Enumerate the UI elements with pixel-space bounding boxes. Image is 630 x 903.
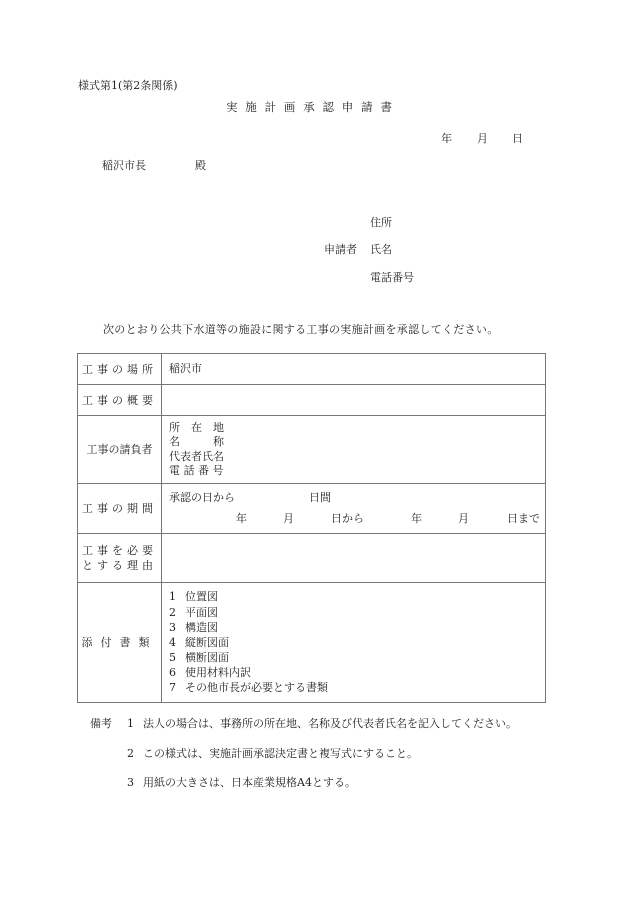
reason-label [78, 534, 162, 583]
applicant-label: 申請者 [324, 243, 357, 256]
attachments-label: 添付書類 [78, 583, 162, 703]
attachment-item: 5 横断図面 [169, 651, 229, 665]
note-text: 用紙の大きさは、日本産業規格A4とする。 [143, 776, 356, 789]
form-number: 様式第1(第2条関係) [78, 79, 178, 92]
location-value[interactable]: 稲沢市 [162, 354, 546, 385]
note-text: 法人の場合は、事務所の所在地、名称及び代表者氏名を記入してください。 [143, 717, 517, 730]
row-attachments [78, 583, 546, 703]
period-from-year: 年 [236, 512, 247, 525]
note-number: 3 [127, 776, 134, 789]
attachment-item: 4 縦断図面 [169, 635, 229, 649]
period-prefix: 承認の日から [169, 491, 235, 504]
addressee-name: 稲沢市長 [102, 159, 146, 172]
period-from-day: 日から [331, 512, 364, 525]
contractor-label: 工事の請負者 [78, 416, 162, 484]
contractor-value[interactable] [162, 416, 546, 484]
period-from-month: 月 [283, 512, 294, 525]
period-to-month: 月 [458, 512, 469, 525]
row-reason [78, 534, 546, 583]
location-label: 工事の場所 [78, 354, 162, 385]
reason-label-line1: 工事を必要 [82, 544, 157, 557]
period-to-day: 日まで [507, 512, 540, 525]
note-number: 1 [127, 717, 134, 730]
attachment-item: 6 使用材料内訳 [169, 666, 251, 680]
applicant-address-label: 住所 [370, 216, 392, 229]
date-day-label: 日 [512, 132, 523, 145]
reason-label-line2: とする理由 [82, 559, 157, 572]
intro-text: 次のとおり公共下水道等の施設に関する工事の実施計画を承認してください。 [103, 323, 499, 336]
attachment-item: 1 位置図 [169, 590, 218, 604]
note-number: 2 [127, 747, 134, 760]
contractor-rep-label: 代表者氏名 [169, 449, 224, 463]
contractor-address-label: 所 在 地 [169, 420, 224, 434]
row-summary [78, 385, 546, 416]
application-table [77, 353, 546, 703]
period-label: 工事の期間 [78, 484, 162, 534]
attachments-list [162, 583, 546, 703]
note-text: この様式は、実施計画承認決定書と複写式にすること。 [143, 747, 418, 760]
attachment-item: 7 その他市長が必要とする書類 [169, 681, 328, 695]
attachment-item: 3 構造図 [169, 620, 218, 634]
summary-value[interactable] [162, 385, 546, 416]
summary-label: 工事の概要 [78, 385, 162, 416]
applicant-tel-label: 電話番号 [370, 271, 414, 284]
addressee-honorific: 殿 [195, 159, 206, 172]
attachment-item: 2 平面図 [169, 605, 218, 619]
period-days-suffix: 日間 [309, 491, 331, 504]
document-title: 実施計画承認申請書 [226, 100, 400, 114]
row-period [78, 484, 546, 534]
row-contractor [78, 416, 546, 484]
date-month-label: 月 [477, 132, 488, 145]
period-value[interactable] [162, 484, 546, 534]
row-location [78, 354, 546, 385]
contractor-tel-label: 電 話 番 号 [169, 463, 224, 477]
period-to-year: 年 [411, 512, 422, 525]
notes-label: 備考 [90, 717, 112, 730]
contractor-name-label: 名 称 [169, 435, 224, 449]
applicant-name-label: 氏名 [370, 243, 392, 256]
reason-value[interactable] [162, 534, 546, 583]
date-year-label: 年 [441, 132, 452, 145]
